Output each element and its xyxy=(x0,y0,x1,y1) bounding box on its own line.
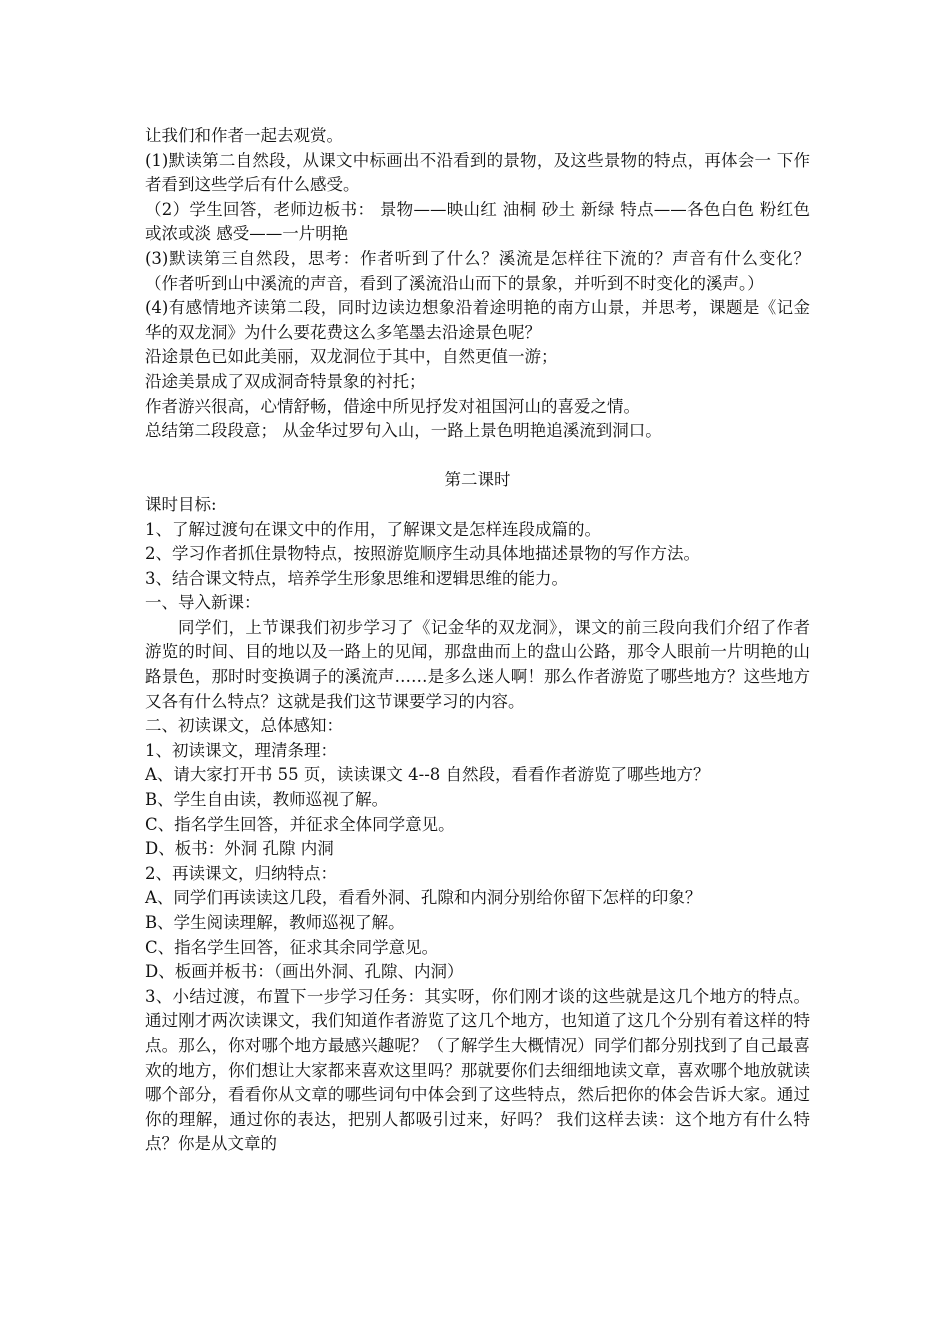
paragraph: A、同学们再读读这几段，看看外洞、孔隙和内洞分别给你留下怎样的印象？ xyxy=(145,888,702,908)
paragraph: 总结第二段段意； 从金华过罗句入山，一路上景色明艳追溪流到洞口。 xyxy=(145,421,662,441)
paragraph: 课时目标: xyxy=(145,494,217,514)
blank-line xyxy=(145,444,810,469)
paragraph: C、指名学生回答，征求其余同学意见。 xyxy=(145,937,439,957)
paragraph: (1)默读第二自然段，从课文中标画出不沿看到的景物，及这些景物的特点，再体会一 下作者看到这些学后有什么感受。 xyxy=(145,150,810,195)
paragraph: B、学生阅读理解，教师巡视了解。 xyxy=(145,913,405,932)
paragraph: 让我们和作者一起去观赏。 xyxy=(145,126,343,145)
paragraph: 一、导入新课： xyxy=(145,593,261,613)
paragraph: (4)有感情地齐读第二段，同时边读边想象沿着途明艳的南方山景，并思考，课题是《记金华的双龙洞》为什么要花费这么多笔墨去沿途景色呢？ xyxy=(145,298,810,342)
paragraph: 3、小结过渡，布置下一步学习任务：其实呀，你们刚才谈的这些就是这几个地方的特点。通过刚才两次读课文，我们知道作者游览了这几个地方，也知道了这几个分别有着这样的特点。那么，你对哪个地方最感兴趣呢？（了解学生大概情况）同学们都分别找到了自己最喜欢的地方，你们想让大家都来喜欢这里吗？那就要你们去细细地读文章，喜欢哪个地放就读哪个部分，看看你从文章的哪些词句中体会到了这些特点，然后把你的体会告诉大家。通过你的理解，通过你的表达，把别人都吸引过来，好吗？ 我们这样去读：这个地方有什么特点？你是从文章的 xyxy=(145,986,810,1154)
document-page xyxy=(145,124,810,1157)
paragraph: 作者游兴很高，心情舒畅，借途中所见抒发对祖国河山的喜爱之情。 xyxy=(145,396,640,416)
paragraph: A、请大家打开书 55 页，读读课文 4--8 自然段，看看作者游览了哪些地方？ xyxy=(145,765,710,785)
section-title: 第二课时 xyxy=(444,470,511,490)
paragraph: 沿途美景成了双成洞奇特景象的衬托； xyxy=(145,371,426,391)
paragraph: 1、了解过渡句在课文中的作用，了解课文是怎样连段成篇的。 xyxy=(145,519,601,539)
paragraph: C、指名学生回答，并征求全体同学意见。 xyxy=(145,814,455,834)
paragraph: D、板画并板书：（画出外洞、孔隙、内洞） xyxy=(145,962,464,982)
intro-paragraph: 同学们，上节课我们初步学习了《记金华的双龙洞》，课文的前三段向我们介绍了作者游览的时间、目的地以及一路上的见闻，那盘曲而上的盘山公路，那令人眼前一片明艳的山路景色，那时时变换调子的溪流声……是多么迷人啊！那么作者游览了哪些地方？这些地方又各有什么特点？这就是我们这节课要学习的内容。 xyxy=(145,617,810,711)
paragraph: D、板书：外洞 孔隙 内洞 xyxy=(145,839,334,859)
paragraph: 二、初读课文，总体感知： xyxy=(145,716,343,736)
paragraph: 2、再读课文，归纳特点： xyxy=(145,863,337,883)
paragraph: B、学生自由读，教师巡视了解。 xyxy=(145,790,389,810)
paragraph: 沿途景色已如此美丽，双龙洞位于其中，自然更值一游； xyxy=(145,347,558,367)
paragraph: 1、初读课文，理清条理： xyxy=(145,740,337,760)
paragraph: 3、结合课文特点，培养学生形象思维和逻辑思维的能力。 xyxy=(145,568,568,588)
paragraph: （2）学生回答，老师边板书： 景物——映山红 油桐 砂土 新绿 特点——各色白色 粉红色 或浓或淡 感受——一片明艳 xyxy=(145,199,810,244)
paragraph: (3)默读第三自然段，思考：作者听到了什么？溪流是怎样往下流的？声音有什么变化？ （作者听到山中溪流的声音，看到了溪流沿山而下的景象，并听到不时变化的溪声。） xyxy=(145,248,810,293)
paragraph: 2、学习作者抓住景物特点，按照游览顺序生动具体地描述景物的写作方法。 xyxy=(145,544,700,564)
